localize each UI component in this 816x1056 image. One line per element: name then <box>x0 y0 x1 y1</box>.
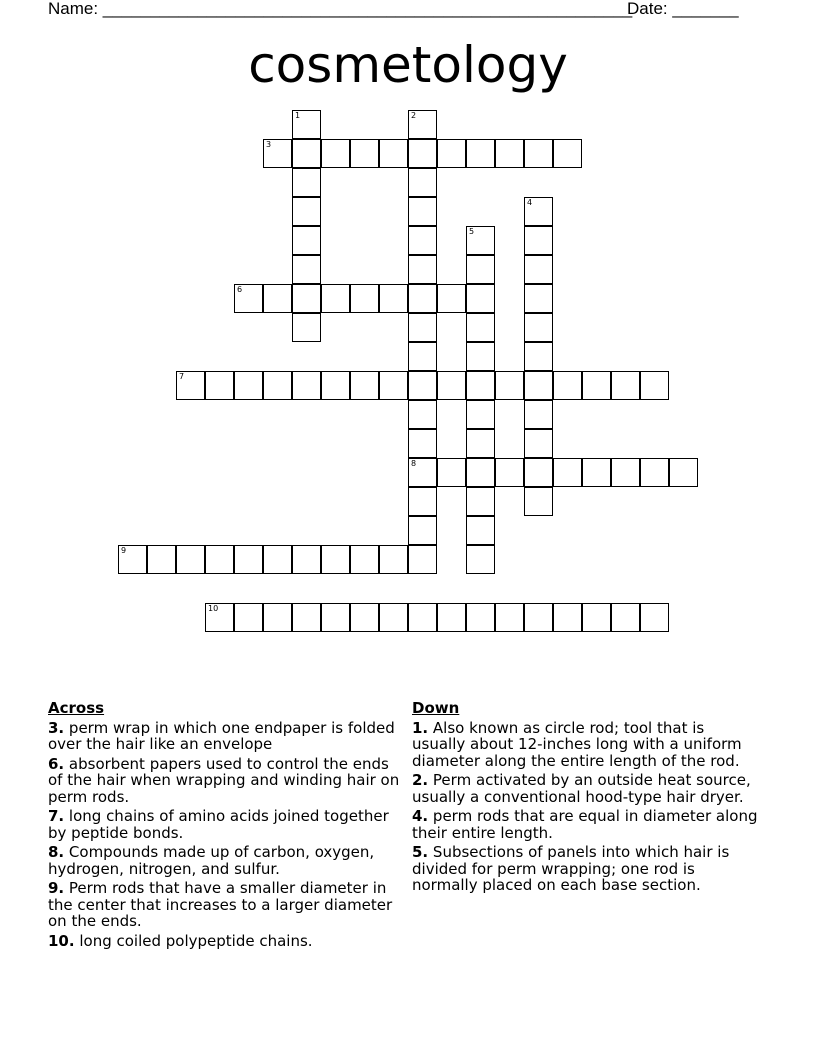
clue-number-label: 9 <box>121 546 127 555</box>
grid-cell[interactable] <box>611 371 640 400</box>
grid-cell[interactable] <box>292 226 321 255</box>
grid-cell[interactable] <box>524 603 553 632</box>
grid-cell[interactable] <box>466 342 495 371</box>
grid-cell[interactable] <box>205 545 234 574</box>
grid-cell[interactable] <box>495 603 524 632</box>
clue-number-label: 7 <box>179 372 185 381</box>
grid-cell[interactable] <box>263 371 292 400</box>
grid-cell[interactable] <box>408 284 437 313</box>
grid-cell[interactable] <box>321 284 350 313</box>
clue-text: long chains of amino acids joined together by peptide bonds. <box>48 807 389 842</box>
grid-cell[interactable] <box>408 458 437 487</box>
grid-cell[interactable] <box>466 516 495 545</box>
grid-cell[interactable] <box>292 313 321 342</box>
grid-cell[interactable] <box>466 458 495 487</box>
grid-cell[interactable] <box>611 458 640 487</box>
grid-cell[interactable] <box>263 603 292 632</box>
grid-cell[interactable] <box>292 255 321 284</box>
grid-cell[interactable] <box>379 545 408 574</box>
grid-cell[interactable] <box>379 603 408 632</box>
clue-text: perm wrap in which one endpaper is folded over the hair like an envelope <box>48 718 395 753</box>
grid-cell[interactable] <box>524 139 553 168</box>
grid-cell[interactable] <box>611 603 640 632</box>
grid-cell[interactable] <box>263 545 292 574</box>
grid-cell[interactable] <box>524 400 553 429</box>
grid-cell[interactable] <box>234 371 263 400</box>
clue-down-5 <box>412 844 760 894</box>
clue-across-6 <box>48 756 400 806</box>
grid-cell[interactable] <box>176 545 205 574</box>
clue-number: 8. <box>48 843 65 861</box>
clue-number: 1. <box>412 718 429 737</box>
grid-cell[interactable] <box>408 342 437 371</box>
grid-cell[interactable] <box>292 197 321 226</box>
grid-cell[interactable] <box>466 284 495 313</box>
across-heading: Across <box>48 699 105 717</box>
grid-cell[interactable] <box>408 313 437 342</box>
clue-down-4 <box>412 808 760 841</box>
grid-cell[interactable] <box>437 139 466 168</box>
clue-down-2 <box>412 772 760 805</box>
clue-text: perm rods that are equal in diameter along their entire length. <box>412 807 758 842</box>
grid-cell[interactable] <box>350 603 379 632</box>
clue-number-label: 10 <box>208 604 219 613</box>
grid-cell[interactable] <box>292 545 321 574</box>
clue-text: Compounds made up of carbon, oxygen, hydrogen, nitrogen, and sulfur. <box>48 843 375 878</box>
grid-cell[interactable] <box>350 139 379 168</box>
grid-cell[interactable] <box>350 545 379 574</box>
grid-cell[interactable] <box>379 371 408 400</box>
grid-cell[interactable] <box>408 110 437 139</box>
grid-cell[interactable] <box>408 197 437 226</box>
grid-cell[interactable] <box>524 487 553 516</box>
grid-cell[interactable] <box>553 458 582 487</box>
grid-cell[interactable] <box>582 603 611 632</box>
grid-cell[interactable] <box>408 545 437 574</box>
grid-cell[interactable] <box>524 458 553 487</box>
grid-cell[interactable] <box>437 603 466 632</box>
grid-cell[interactable] <box>263 284 292 313</box>
clue-number-label: 2 <box>411 111 417 120</box>
grid-cell[interactable] <box>292 110 321 139</box>
grid-cell[interactable] <box>379 284 408 313</box>
grid-cell[interactable] <box>640 371 669 400</box>
grid-cell[interactable] <box>553 603 582 632</box>
grid-cell[interactable] <box>263 139 292 168</box>
grid-cell[interactable] <box>437 371 466 400</box>
grid-cell[interactable] <box>350 371 379 400</box>
grid-cell[interactable] <box>379 139 408 168</box>
clue-number: 9. <box>48 879 65 897</box>
grid-cell[interactable] <box>408 371 437 400</box>
grid-cell[interactable] <box>582 458 611 487</box>
grid-cell[interactable] <box>669 458 698 487</box>
grid-cell[interactable] <box>466 226 495 255</box>
grid-cell[interactable] <box>205 603 234 632</box>
clue-text: long coiled polypeptide chains. <box>79 931 313 950</box>
grid-cell[interactable] <box>321 545 350 574</box>
clue-number: 4. <box>412 807 429 825</box>
clue-text: absorbent papers used to control the ends of the hair when wrapping and winding hair on perm rods. <box>48 754 400 806</box>
clue-across-8 <box>48 844 400 877</box>
name-field[interactable]: Name: ________________________________________________________ <box>48 0 633 18</box>
grid-cell[interactable] <box>466 255 495 284</box>
clue-text: Perm activated by an outside heat source, usually a conventional hood-type hair dryer. <box>412 771 751 806</box>
grid-cell[interactable] <box>495 371 524 400</box>
grid-cell[interactable] <box>205 371 234 400</box>
grid-cell[interactable] <box>292 284 321 313</box>
clue-number-label: 1 <box>295 111 301 120</box>
clue-number-label: 3 <box>266 140 272 149</box>
grid-cell[interactable] <box>466 371 495 400</box>
grid-cell[interactable] <box>408 168 437 197</box>
clue-text: Subsections of panels into which hair is divided for perm wrapping; one rod is normally placed on each base section. <box>412 843 730 894</box>
grid-cell[interactable] <box>466 313 495 342</box>
grid-cell[interactable] <box>118 545 147 574</box>
grid-cell[interactable] <box>147 545 176 574</box>
grid-cell[interactable] <box>234 603 263 632</box>
grid-cell[interactable] <box>640 603 669 632</box>
grid-cell[interactable] <box>553 139 582 168</box>
clue-number: 5. <box>412 843 429 861</box>
grid-cell[interactable] <box>466 429 495 458</box>
grid-cell[interactable] <box>408 429 437 458</box>
grid-cell[interactable] <box>350 284 379 313</box>
grid-cell[interactable] <box>321 371 350 400</box>
grid-cell[interactable] <box>524 371 553 400</box>
across-clues <box>48 700 400 952</box>
clue-number: 3. <box>48 718 65 737</box>
grid-cell[interactable] <box>408 400 437 429</box>
down-clues <box>412 700 760 897</box>
grid-cell[interactable] <box>524 255 553 284</box>
clue-number-label: 8 <box>411 459 417 468</box>
grid-cell[interactable] <box>495 458 524 487</box>
grid-cell[interactable] <box>292 139 321 168</box>
clue-across-9 <box>48 880 400 930</box>
clue-across-10 <box>48 933 400 950</box>
grid-cell[interactable] <box>524 342 553 371</box>
grid-cell[interactable] <box>234 545 263 574</box>
grid-cell[interactable] <box>176 371 205 400</box>
clue-number: 6. <box>48 754 65 773</box>
grid-cell[interactable] <box>582 371 611 400</box>
down-heading: Down <box>412 699 460 717</box>
grid-cell[interactable] <box>292 603 321 632</box>
clue-number: 2. <box>412 771 429 789</box>
grid-cell[interactable] <box>408 603 437 632</box>
grid-cell[interactable] <box>495 139 524 168</box>
clue-text: Also known as circle rod; tool that is usually about 12-inches long with a uniform diameter along the entire length of the rod. <box>412 718 742 770</box>
grid-cell[interactable] <box>466 487 495 516</box>
grid-cell[interactable] <box>321 139 350 168</box>
grid-cell[interactable] <box>292 168 321 197</box>
grid-cell[interactable] <box>408 255 437 284</box>
clue-number-label: 4 <box>527 198 533 207</box>
grid-cell[interactable] <box>524 429 553 458</box>
grid-cell[interactable] <box>640 458 669 487</box>
grid-cell[interactable] <box>466 400 495 429</box>
page-title: cosmetology <box>248 36 568 94</box>
grid-cell[interactable] <box>292 371 321 400</box>
date-field[interactable]: Date: _______ <box>627 0 739 18</box>
grid-cell[interactable] <box>524 313 553 342</box>
clue-number: 7. <box>48 807 65 825</box>
clue-number-label: 5 <box>469 227 475 236</box>
grid-cell[interactable] <box>466 139 495 168</box>
clue-text: Perm rods that have a smaller diameter in the center that increases to a larger diameter on the ends. <box>48 879 393 930</box>
grid-cell[interactable] <box>408 487 437 516</box>
grid-cell[interactable] <box>524 197 553 226</box>
clue-across-7 <box>48 808 400 841</box>
clue-across-3 <box>48 720 400 753</box>
grid-cell[interactable] <box>437 458 466 487</box>
grid-cell[interactable] <box>321 603 350 632</box>
grid-cell[interactable] <box>437 284 466 313</box>
grid-cell[interactable] <box>234 284 263 313</box>
grid-cell[interactable] <box>408 226 437 255</box>
clue-number-label: 6 <box>237 285 243 294</box>
clue-down-1 <box>412 720 760 770</box>
grid-cell[interactable] <box>524 226 553 255</box>
grid-cell[interactable] <box>408 139 437 168</box>
grid-cell[interactable] <box>466 603 495 632</box>
clue-number: 10. <box>48 931 75 950</box>
grid-cell[interactable] <box>408 516 437 545</box>
grid-cell[interactable] <box>524 284 553 313</box>
grid-cell[interactable] <box>553 371 582 400</box>
grid-cell[interactable] <box>466 545 495 574</box>
